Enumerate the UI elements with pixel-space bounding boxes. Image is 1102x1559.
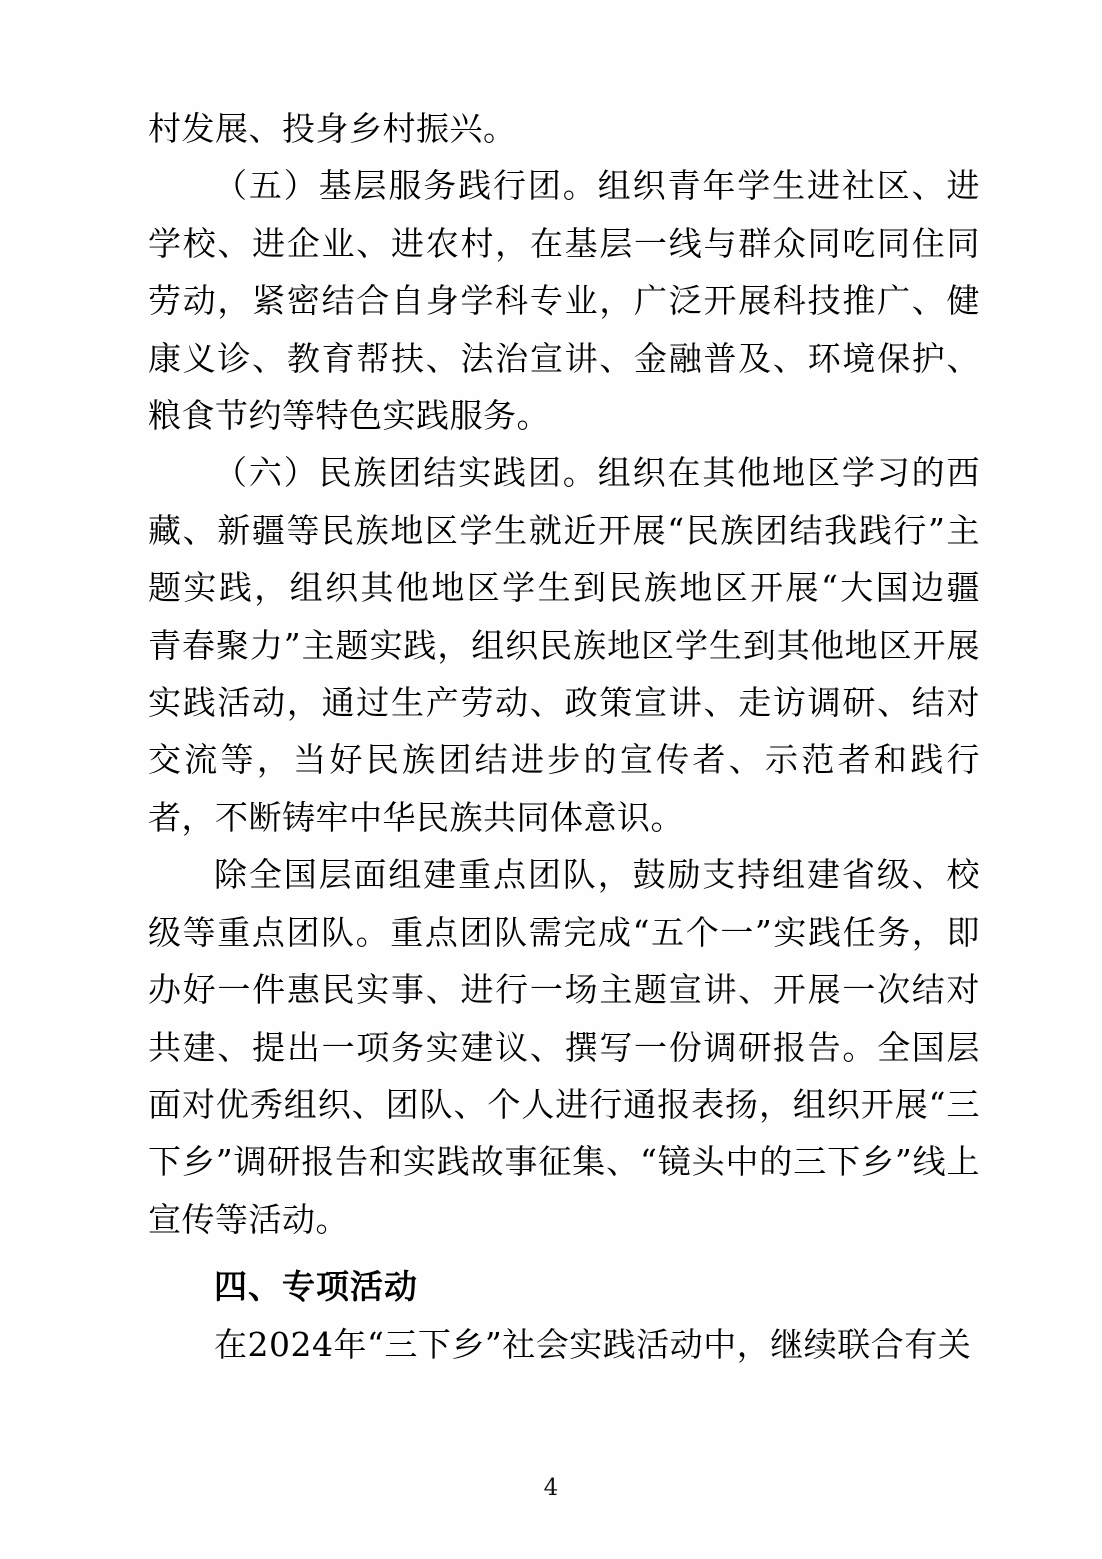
paragraph-item-six: （六）民族团结实践团。组织在其他地区学习的西藏、新疆等民族地区学生就近开展“民族团结我践行”主题实践，组织其他地区学生到民族地区开展“大国边疆 青春聚力”主题实践，组织民族地区学生到其他地区开展实践活动，通过生产劳动、政策宣讲、走访调研、结对交流等，当好民族团结进步的宣传者、示范者和践行者，不断铸牢中华民族共同体意识。	[148, 453, 980, 837]
page-number: 4	[543, 1475, 559, 1501]
paragraph-key-teams: 除全国层面组建重点团队，鼓励支持组建省级、校级等重点团队。重点团队需完成“五个一”实践任务，即办好一件惠民实事、进行一场主题宣讲、开展一次结对共建、提出一项务实建议、撰写一份调研报告。全国层面对优秀组织、团队、个人进行通报表扬，组织开展“三下乡”调研报告和实践故事征集、“镜头中的三下乡”线上宣传等活动。	[148, 855, 980, 1239]
document-body	[148, 100, 980, 1373]
section-heading-special-activities: 四、专项活动	[214, 1267, 418, 1307]
paragraph-special-activities: 在2024年“三下乡”社会实践活动中，继续联合有关	[214, 1324, 972, 1364]
paragraph-item-five: （五）基层服务践行团。组织青年学生进社区、进学校、进企业、进农村，在基层一线与群众同吃同住同劳动，紧密结合自身学科专业，广泛开展科技推广、健康义诊、教育帮扶、法治宣讲、金融普及、环境保护、粮食节约等特色实践服务。	[148, 166, 980, 436]
paragraph-continuation: 村发展、投身乡村振兴。	[148, 109, 517, 148]
